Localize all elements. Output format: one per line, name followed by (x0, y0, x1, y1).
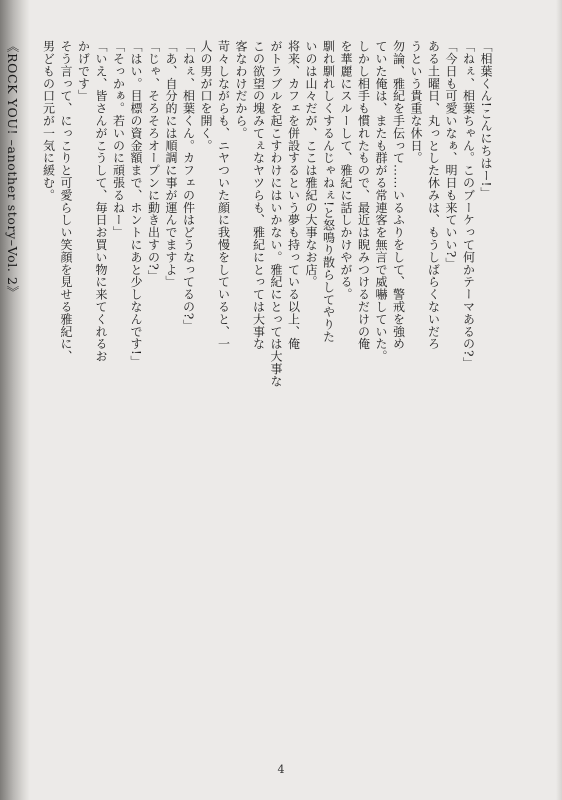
text-line: しかし相手も慣れたもので、最近は睨みつけるだけの俺 (356, 40, 371, 350)
text-line: 「相葉くん!こんにちはー!」 (479, 40, 493, 200)
page-edge (556, 0, 562, 800)
text-line: 「今日も可愛いなぁ、明日も来ていい?」 (444, 40, 458, 271)
text-line: ある土曜日、丸っとした休みは、もうしばらくないだろ (426, 40, 441, 350)
text-line: 客なわけだから。 (234, 40, 248, 140)
text-line: かげです」 (76, 40, 91, 102)
text-line: 「ねぇ、相葉くん。カフェの件はどうなってるの?」 (181, 40, 196, 333)
text-line: 「そっかぁ。若いのに頑張るねー」 (111, 40, 126, 239)
text-line: この欲望の塊みてぇなヤツらも、雅紀にとっては大事な (251, 40, 266, 350)
column-gap (21, 40, 39, 750)
text-line: 苛々しながらも、ニヤついた顔に我慢をしていると、一 (216, 40, 231, 350)
text-line: 「はい。目標の資金額まで、ホントにあと少しなんです!」 (129, 40, 143, 368)
text-line: 「ねぇ、相葉ちゃん。このブーケって何かテーマあるの?」 (461, 40, 476, 370)
text-line: がトラブルを起こすわけにはいかない。雅紀にとっては大事な (269, 40, 283, 388)
text-line: 馴れ馴れしくするんじゃねぇ!と怒鳴り散らしてやりた (321, 40, 336, 343)
vertical-text-body (0, 40, 494, 750)
page-number: 4 (277, 763, 285, 776)
text-line: うという貴重な休日。 (409, 40, 423, 164)
text-line: 将来、カフェを併設するという夢も持っている以上、俺 (286, 40, 301, 350)
text-line: 「あ、自分的には順調に事が運んでますよ」 (164, 40, 178, 288)
text-line: 勿論、雅紀を手伝って……いるふりをして、警戒を強め (391, 40, 406, 350)
text-line: いのは山々だが、ここは雅紀の大事なお店。 (304, 40, 318, 288)
text-line: を華麗にスルーして、雅紀に話しかけやがる。 (339, 40, 353, 301)
text-line: 「いえ、皆さんがこうして、毎日お買い物に来てくれるお (94, 40, 108, 363)
story-title: 《ROCK YOU! –another story–Vol. 2》 (5, 40, 20, 299)
text-line: 「じゃ、そろそろオープンに動き出すの?」 (146, 40, 161, 283)
text-line: そう言って、にっこりと可愛らしい笑顔を見せる雅紀に、 (59, 40, 73, 363)
text-line: 人の男が口を開く。 (199, 40, 213, 152)
text-line: 男どもの口元が一気に緩む。 (41, 40, 56, 202)
text-line: ていた俺は、またも群がる常連客を無言で威嚇していた。 (374, 40, 388, 363)
